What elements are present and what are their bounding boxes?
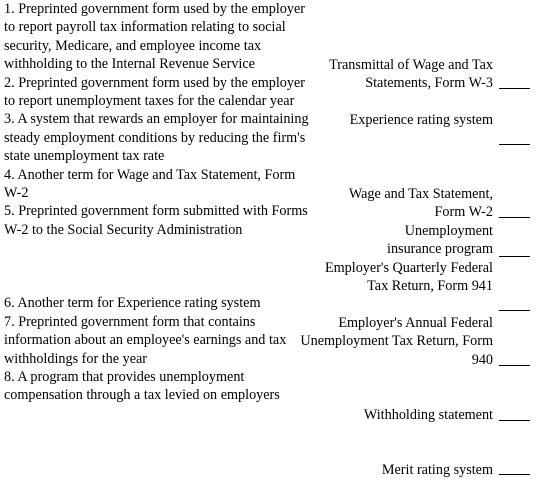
definition-5: 5. Preprinted government form submitted with Forms W-2 to the Social Security Administration <box>4 203 308 238</box>
answer-blank-5[interactable] <box>499 310 530 311</box>
definition-2: 2. Preprinted government form used by the employer to report unemployment taxes for the calendar year <box>4 74 306 110</box>
definition-7: 7. Preprinted government form that contains information about an employee's earnings and tax withholdings for the year <box>4 313 287 367</box>
definition-1: 1. Preprinted government form used by the employer to report payroll tax information relating to social security, Medicare, and employee income tax withholding to the Internal Revenue Service <box>4 1 306 73</box>
term-6: Employer's Annual Federal Unemployment Tax Return, Form 940 <box>300 315 493 368</box>
term-4: Unemployment insurance program <box>387 223 493 258</box>
definitions-column <box>4 0 310 405</box>
definition-6: 6. Another term for Experience rating system <box>4 295 261 312</box>
answer-blank-7[interactable] <box>499 420 530 421</box>
term-7: Withholding statement <box>363 407 493 423</box>
answer-blank-1[interactable] <box>499 88 530 89</box>
term-3: Wage and Tax Statement, Form W-2 <box>348 186 493 221</box>
answer-blank-3[interactable] <box>499 217 530 218</box>
definition-4: 4. Another term for Wage and Tax Statement, Form W-2 <box>4 166 296 202</box>
answer-blank-8[interactable] <box>499 474 530 475</box>
definition-3: 3. A system that rewards an employer for maintaining steady employment conditions by reducing the firm's state unemployment tax rate <box>4 111 309 165</box>
answer-blank-4[interactable] <box>499 256 530 257</box>
term-5: Employer's Quarterly Federal Tax Return, Form 941 <box>324 260 493 295</box>
term-2: Experience rating system <box>349 112 493 128</box>
term-8: Merit rating system <box>381 462 493 478</box>
answer-blank-2[interactable] <box>499 144 530 145</box>
definition-8: 8. A program that provides unemployment compensation through a tax levied on employers <box>4 368 280 404</box>
terms-column <box>300 0 493 490</box>
term-1: Transmittal of Wage and Tax Statements, Form W-3 <box>329 57 493 92</box>
answer-blank-6[interactable] <box>499 365 530 366</box>
